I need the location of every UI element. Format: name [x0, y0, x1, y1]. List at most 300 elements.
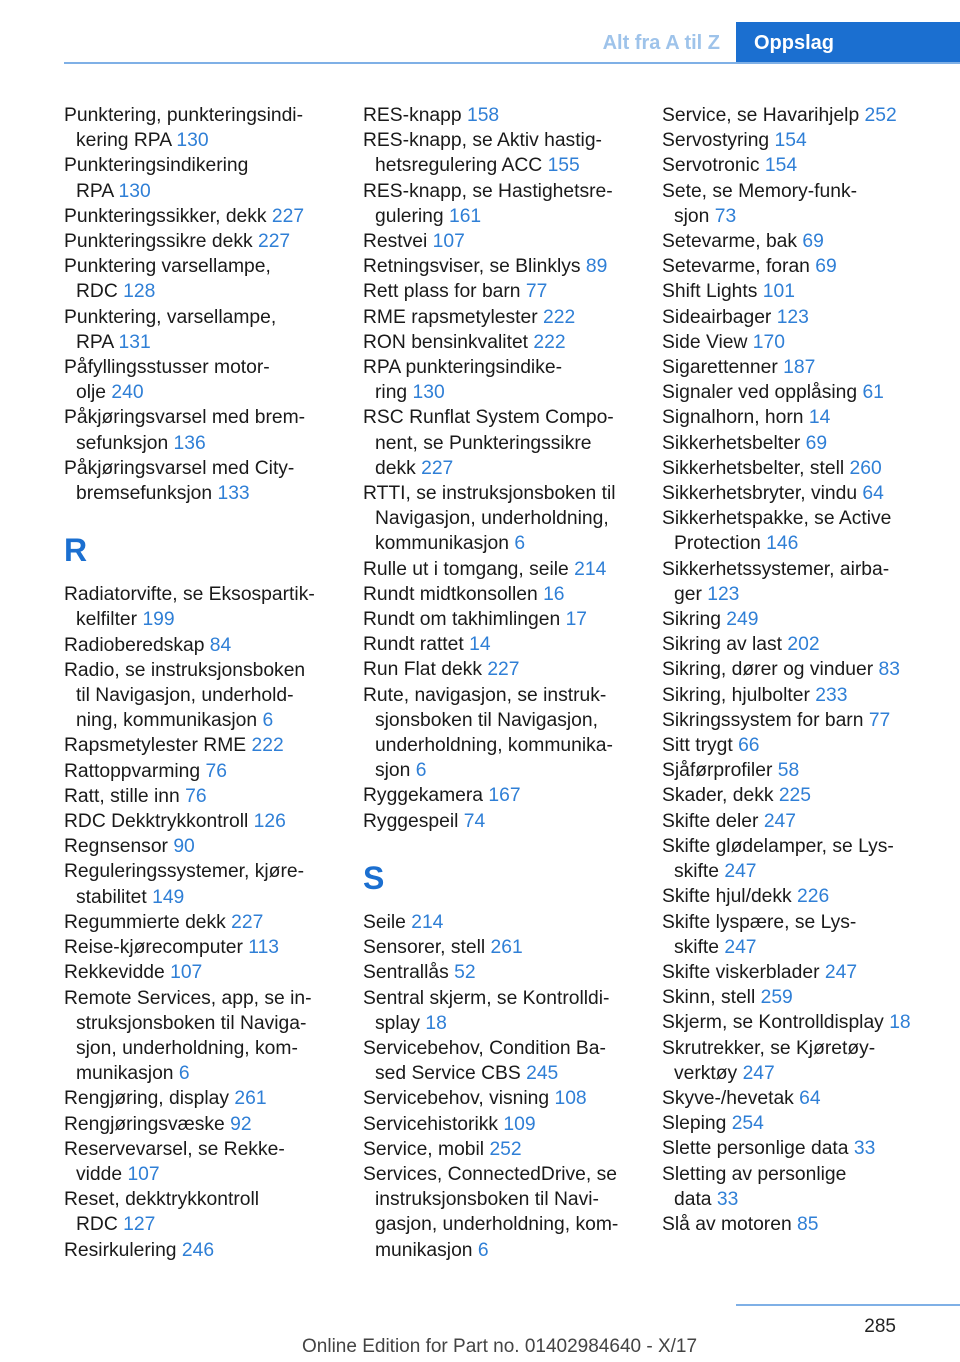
page-reference-link[interactable]: 61 — [862, 382, 884, 404]
entry-text: Rengjøringsvæske — [64, 1113, 231, 1135]
entry-text: Rett plass for barn — [363, 281, 526, 303]
entry-text: Sentrallås — [363, 962, 455, 984]
entry-text: Radio, se instruksjonsboken — [64, 659, 306, 681]
page-reference-link[interactable]: 77 — [525, 281, 548, 303]
entry-text: Resirkulering — [64, 1239, 182, 1261]
page-reference-link[interactable]: 254 — [731, 1113, 764, 1135]
page-reference-link[interactable]: 227 — [257, 231, 291, 253]
index-column-2 — [363, 103, 645, 1263]
entry-text: Sikringssystem for barn — [662, 709, 869, 731]
index-entry — [662, 708, 944, 733]
index-entry — [64, 204, 346, 229]
index-entry — [64, 582, 346, 632]
page-reference-link[interactable]: 214 — [411, 911, 444, 933]
page-reference-link[interactable]: 233 — [815, 684, 848, 706]
entry-text: Reise-kjørecomputer — [64, 937, 249, 959]
page-reference-link[interactable]: 33 — [853, 1138, 876, 1160]
entry-text: kelfilter — [76, 609, 143, 631]
entry-text: munikasjon — [76, 1063, 179, 1085]
page-reference-link[interactable]: 76 — [185, 785, 207, 807]
entry-text: sjon, underholdning, kom- — [76, 1037, 298, 1059]
index-entry — [64, 834, 346, 859]
index-entry — [363, 128, 645, 178]
page-reference-link[interactable]: 69 — [802, 231, 824, 253]
index-entry — [363, 683, 645, 784]
entry-text: Sjåførprofiler — [662, 760, 778, 782]
page-reference-link[interactable]: 6 — [477, 1239, 489, 1261]
entry-text: sefunksjon — [76, 432, 174, 454]
page-reference-link[interactable]: 240 — [111, 382, 144, 404]
page-reference-link[interactable]: 64 — [799, 1087, 821, 1109]
entry-text: Service, se Havarihjelp — [662, 105, 865, 126]
entry-text: kering RPA — [76, 130, 177, 152]
entry-text: Protection — [674, 533, 767, 555]
index-entry — [662, 179, 944, 229]
page-reference-link[interactable]: 227 — [271, 205, 305, 227]
entry-text: vidde — [76, 1163, 128, 1185]
page-reference-link[interactable]: 76 — [205, 760, 227, 782]
entry-text: Sleping — [662, 1113, 732, 1135]
entry-text: Skifte deler — [662, 810, 764, 832]
page-reference-link[interactable]: 127 — [123, 1214, 156, 1236]
index-entry — [662, 1136, 944, 1161]
entry-text: sjon — [674, 205, 715, 227]
index-entry — [662, 279, 944, 304]
entry-text: Sentral skjerm, se Kontrolldi- — [363, 987, 610, 1009]
page-reference-link[interactable]: 247 — [724, 861, 757, 883]
entry-text: Servicehistorikk — [363, 1113, 504, 1135]
entry-text: instruksjonsboken til Navi- — [375, 1189, 599, 1211]
entry-text: ring — [375, 382, 413, 404]
entry-text: verktøy — [674, 1062, 743, 1084]
entry-text: Setevarme, foran — [662, 256, 816, 278]
entry-text: nent, se Punkteringssikre — [375, 432, 592, 454]
index-entry — [662, 254, 944, 279]
page-header — [0, 0, 960, 64]
page-reference-link[interactable]: 107 — [170, 962, 203, 984]
entry-text: Sikkerhetspakke, se Active — [662, 508, 892, 530]
page-reference-link[interactable]: 245 — [526, 1063, 559, 1085]
entry-text: skifte — [674, 861, 725, 883]
entry-text: ger — [674, 583, 708, 605]
entry-text: bremsefunksjon — [76, 483, 218, 505]
index-entry — [363, 986, 645, 1036]
index-entry — [662, 657, 944, 682]
index-entry — [363, 229, 645, 254]
entry-text: RON bensinkvalitet — [363, 331, 534, 353]
page-reference-link[interactable]: 261 — [234, 1088, 267, 1110]
page-reference-link[interactable]: 131 — [118, 331, 151, 353]
index-entry — [64, 910, 346, 935]
page-reference-link[interactable]: 6 — [514, 533, 526, 555]
entry-text: Ryggespeil — [363, 810, 464, 832]
entry-text: RES-knapp, se Aktiv hastig- — [363, 130, 602, 152]
page-reference-link[interactable]: 108 — [554, 1088, 587, 1110]
entry-text: sjon — [375, 760, 416, 782]
entry-text: Setevarme, bak — [662, 231, 803, 253]
entry-text: RDC — [76, 281, 124, 303]
index-entry — [64, 935, 346, 960]
page-reference-link[interactable]: 58 — [777, 760, 800, 782]
entry-text: Punktering, varsellampe, — [64, 306, 277, 328]
entry-text: Radioberedskap — [64, 634, 210, 656]
entry-text: Sikkerhetssystemer, airba- — [662, 558, 890, 580]
entry-text: ning, kommunikasjon — [76, 710, 263, 732]
page-reference-link[interactable]: 202 — [787, 634, 820, 656]
page-reference-link[interactable]: 199 — [142, 609, 175, 631]
index-entry — [662, 1162, 944, 1212]
entry-text: Sensorer, stell — [363, 937, 491, 959]
index-entry — [662, 380, 944, 405]
page-number: 285 — [864, 1316, 896, 1337]
chapter-title: Alt fra A til Z — [602, 32, 720, 54]
entry-text: Påfyllingsstusser motor- — [64, 357, 270, 379]
entry-text: Skyve-/hevetak — [662, 1087, 800, 1109]
entry-text: Reservevarsel, se Rekke- — [64, 1138, 285, 1160]
entry-text: sjonsboken til Navigasjon, — [375, 709, 598, 731]
index-entry — [64, 986, 346, 1087]
entry-text: Rundt om takhimlingen — [363, 609, 566, 631]
page-reference-link[interactable]: 252 — [489, 1138, 522, 1160]
entry-text: Punktering varsellampe, — [64, 256, 271, 278]
entry-text: Skifte viskerblader — [662, 961, 825, 983]
page-reference-link[interactable]: 6 — [178, 1063, 190, 1085]
page-reference-link[interactable]: 123 — [776, 306, 809, 328]
entry-text: kommunikasjon — [375, 533, 515, 555]
page-reference-link[interactable]: 158 — [466, 105, 500, 126]
index-letter-heading: R — [64, 532, 88, 569]
entry-text: Regnsensor — [64, 836, 174, 858]
entry-text: Påkjøringsvarsel med brem- — [64, 407, 306, 429]
entry-text: Skifte glødelamper, se Lys- — [662, 835, 894, 857]
entry-text: dekk — [375, 457, 422, 479]
entry-text: Run Flat dekk — [363, 659, 488, 681]
index-entry — [662, 910, 944, 960]
page-reference-link[interactable]: 187 — [783, 357, 816, 379]
page-reference-link[interactable]: 52 — [454, 962, 476, 984]
page-reference-link[interactable]: 128 — [123, 281, 156, 303]
entry-text: RES-knapp, se Hastighetsre- — [363, 180, 613, 202]
index-entry — [662, 834, 944, 884]
page-reference-link[interactable]: 17 — [565, 609, 588, 631]
index-entry — [363, 1112, 645, 1137]
page-reference-link[interactable]: 92 — [230, 1113, 252, 1135]
entry-text: skifte — [674, 936, 725, 958]
entry-text: Side View — [662, 331, 753, 353]
page-reference-link[interactable]: 107 — [127, 1163, 160, 1185]
page-reference-link[interactable]: 155 — [547, 155, 580, 177]
page-reference-link[interactable]: 89 — [585, 256, 608, 278]
index-entry — [662, 431, 944, 456]
page-reference-link[interactable]: 222 — [533, 331, 566, 353]
entry-text: Retningsviser, se Blinklys — [363, 256, 586, 278]
index-entry — [64, 153, 346, 203]
page-reference-link[interactable]: 214 — [574, 558, 607, 580]
page-reference-link[interactable]: 222 — [251, 735, 284, 757]
page-reference-link[interactable]: 130 — [412, 382, 445, 404]
entry-text: Seile — [363, 911, 412, 933]
page-reference-link[interactable]: 133 — [217, 483, 250, 505]
page-reference-link[interactable]: 247 — [763, 810, 796, 832]
page-reference-link[interactable]: 33 — [716, 1188, 739, 1210]
page-reference-link[interactable]: 130 — [176, 130, 209, 152]
page-reference-link[interactable]: 130 — [118, 180, 151, 202]
index-letter-heading: S — [363, 859, 385, 896]
page-reference-link[interactable]: 107 — [432, 231, 465, 253]
entry-text: Sideairbager — [662, 306, 777, 328]
entry-text: olje — [76, 382, 112, 404]
entry-text: Rulle ut i tomgang, seile — [363, 558, 575, 580]
page-reference-link[interactable]: 85 — [797, 1213, 819, 1235]
index-entry — [363, 481, 645, 557]
page-reference-link[interactable]: 247 — [824, 961, 858, 983]
index-entry — [662, 1212, 944, 1237]
edition-note: Online Edition for Part no. 01402984640 - X/17 — [302, 1336, 698, 1357]
index-entry — [64, 859, 346, 909]
entry-text: Sikring, dører og vinduer — [662, 659, 879, 681]
entry-text: Rengjøring, display — [64, 1088, 235, 1110]
entry-text: Ryggekamera — [363, 785, 489, 807]
index-entry — [363, 355, 645, 405]
index-entry — [662, 103, 944, 128]
index-entry — [662, 809, 944, 834]
entry-text: Sete, se Memory-funk- — [662, 180, 858, 202]
entry-text: Sikring — [662, 609, 727, 631]
page-reference-link[interactable]: 247 — [724, 936, 757, 958]
index-entry — [662, 1010, 944, 1035]
page-reference-link[interactable]: 66 — [738, 735, 760, 757]
page-reference-link[interactable]: 69 — [815, 256, 837, 278]
page-reference-link[interactable]: 154 — [774, 130, 807, 152]
entry-text: data — [674, 1188, 717, 1210]
entry-text: Rekkevidde — [64, 962, 171, 984]
index-entry — [64, 1187, 346, 1237]
index-entry — [662, 128, 944, 153]
entry-text: Remote Services, app, se in- — [64, 987, 312, 1009]
entry-text: Skrutrekker, se Kjøretøy- — [662, 1037, 876, 1059]
page-reference-link[interactable]: 18 — [889, 1012, 911, 1034]
index-entry — [363, 254, 645, 279]
page-reference-link[interactable]: 69 — [805, 432, 828, 454]
index-entry — [363, 279, 645, 304]
entry-text: splay — [375, 1012, 426, 1034]
entry-text: Ratt, stille inn — [64, 785, 186, 807]
index-entry — [363, 1137, 645, 1162]
page-reference-link[interactable]: 90 — [173, 836, 195, 858]
page-reference-link[interactable]: 126 — [253, 811, 286, 833]
index-entry — [64, 809, 346, 834]
page-reference-link[interactable]: 227 — [231, 911, 264, 933]
page-reference-link[interactable]: 227 — [421, 457, 454, 479]
entry-text: Reset, dekktrykkontroll — [64, 1189, 260, 1211]
entry-text: RSC Runflat System Compo- — [363, 407, 614, 429]
index-entry — [662, 153, 944, 178]
index-entry — [363, 783, 645, 808]
index-entry — [662, 1036, 944, 1086]
entry-text: Slå av motoren — [662, 1213, 798, 1235]
entry-text: Rattoppvarming — [64, 760, 206, 782]
entry-text: Navigasjon, underholdning, — [375, 508, 609, 530]
index-entry — [662, 355, 944, 380]
index-entry — [363, 1036, 645, 1086]
page-reference-link[interactable]: 74 — [463, 810, 486, 832]
entry-text: Punkteringssikre dekk — [64, 231, 258, 253]
page-reference-link[interactable]: 249 — [726, 609, 759, 631]
page-reference-link[interactable]: 261 — [490, 937, 523, 959]
page-reference-link[interactable]: 77 — [868, 709, 891, 731]
entry-text: Services, ConnectedDrive, se — [363, 1163, 617, 1185]
entry-text: RPA punkteringsindike- — [363, 357, 562, 379]
index-column-3 — [662, 103, 944, 1237]
entry-text: gulering — [375, 205, 449, 227]
entry-text: underholdning, kommunika- — [375, 735, 613, 757]
entry-text: Sletting av personlige — [662, 1163, 847, 1185]
entry-text: Punktering, punkteringsindi- — [64, 105, 304, 126]
entry-text: Regummierte dekk — [64, 911, 232, 933]
page-reference-link[interactable]: 227 — [487, 659, 520, 681]
index-entry — [662, 305, 944, 330]
page-reference-link[interactable]: 64 — [862, 483, 884, 505]
entry-text: Punkteringsindikering — [64, 155, 249, 177]
index-entry — [363, 1086, 645, 1111]
entry-text: sed Service CBS — [375, 1063, 527, 1085]
index-entry — [363, 607, 645, 632]
entry-text: Servicebehov, visning — [363, 1088, 555, 1110]
index-entry — [662, 229, 944, 254]
entry-text: Sikkerhetsbryter, vindu — [662, 483, 863, 505]
index-entry — [64, 960, 346, 985]
entry-text: Rundt midtkonsollen — [363, 583, 544, 605]
entry-text: Slette personlige data — [662, 1138, 854, 1160]
index-entry — [363, 179, 645, 229]
page-reference-link[interactable]: 247 — [742, 1062, 775, 1084]
entry-text: Signalhorn, horn — [662, 407, 809, 429]
entry-text: Punkteringssikker, dekk — [64, 205, 272, 227]
index-entry — [64, 405, 346, 455]
page-reference-link[interactable]: 6 — [262, 710, 274, 732]
page-reference-link[interactable]: 84 — [209, 634, 232, 656]
entry-text: Sikring, hjulbolter — [662, 684, 816, 706]
entry-text: til Navigasjon, underhold- — [76, 685, 294, 707]
entry-text: RPA — [76, 180, 119, 202]
index-entry — [662, 733, 944, 758]
page-reference-link[interactable]: 146 — [766, 533, 799, 555]
entry-text: Restvei — [363, 231, 433, 253]
index-entry — [662, 1111, 944, 1136]
entry-text: munikasjon — [375, 1239, 478, 1261]
page-reference-link[interactable]: 136 — [173, 432, 206, 454]
entry-text: Sitt trygt — [662, 735, 739, 757]
page-reference-link[interactable]: 167 — [488, 785, 521, 807]
page-reference-link[interactable]: 260 — [849, 457, 882, 479]
index-column-1 — [64, 103, 346, 1263]
index-entry — [64, 1137, 346, 1187]
index-entry — [662, 330, 944, 355]
index-entry — [662, 683, 944, 708]
index-entry — [64, 1086, 346, 1111]
index-entry — [363, 557, 645, 582]
page-reference-link[interactable]: 170 — [752, 331, 785, 353]
entry-text: Signaler ved opplåsing — [662, 382, 863, 404]
page-reference-link[interactable]: 73 — [714, 205, 737, 227]
entry-text: Sikring av last — [662, 634, 788, 656]
page-reference-link[interactable]: 222 — [543, 306, 576, 328]
entry-text: Påkjøringsvarsel med City- — [64, 457, 295, 479]
page-reference-link[interactable]: 123 — [707, 583, 740, 605]
entry-text: Sikkerhetsbelter — [662, 432, 806, 454]
entry-text: Rapsmetylester RME — [64, 735, 252, 757]
entry-text: RME rapsmetylester — [363, 306, 543, 328]
index-entry — [64, 1112, 346, 1137]
page-reference-link[interactable]: 14 — [808, 407, 831, 429]
entry-text: Service, mobil — [363, 1138, 490, 1160]
page-reference-link[interactable]: 109 — [503, 1113, 536, 1135]
index-entry — [64, 456, 346, 506]
entry-text: Skinn, stell — [662, 987, 761, 1009]
page-reference-link[interactable]: 18 — [425, 1012, 447, 1034]
entry-text: Shift Lights — [662, 281, 763, 303]
header-divider — [64, 62, 960, 64]
index-entry — [64, 355, 346, 405]
index-entry — [662, 758, 944, 783]
entry-text: struksjonsboken til Naviga- — [76, 1012, 307, 1034]
index-entry — [363, 935, 645, 960]
entry-text: Sigarettenner — [662, 357, 784, 379]
index-entry — [64, 1238, 346, 1263]
index-entry — [363, 582, 645, 607]
entry-text: Servicebehov, Condition Ba- — [363, 1037, 606, 1059]
page-reference-link[interactable]: 101 — [762, 281, 795, 303]
index-entry — [64, 733, 346, 758]
entry-text: RDC — [76, 1214, 124, 1236]
index-entry — [662, 884, 944, 909]
index-entry — [363, 305, 645, 330]
index-entry — [64, 254, 346, 304]
index-entry — [64, 229, 346, 254]
section-tab: Oppslag — [736, 22, 960, 64]
index-entry — [662, 960, 944, 985]
page-reference-link[interactable]: 16 — [543, 583, 565, 605]
index-entry — [662, 481, 944, 506]
page-reference-link[interactable]: 161 — [448, 205, 482, 227]
entry-text: Rute, navigasjon, se instruk- — [363, 684, 607, 706]
page-reference-link[interactable]: 83 — [878, 659, 900, 681]
page-reference-link[interactable]: 252 — [864, 105, 897, 126]
index-entry — [363, 632, 645, 657]
entry-text: RTTI, se instruksjonsboken til — [363, 483, 616, 505]
page-reference-link[interactable]: 113 — [248, 937, 280, 959]
entry-text: Reguleringssystemer, kjøre- — [64, 861, 305, 883]
index-entry — [662, 405, 944, 430]
index-entry — [363, 960, 645, 985]
entry-text: Skader, dekk — [662, 785, 779, 807]
page-reference-link[interactable]: 14 — [469, 634, 491, 656]
index-entry — [64, 103, 346, 153]
index-entry — [64, 658, 346, 734]
index-entry — [662, 506, 944, 556]
index-entry — [64, 784, 346, 809]
page-reference-link[interactable]: 246 — [181, 1239, 215, 1261]
page-reference-link[interactable]: 226 — [797, 886, 830, 908]
page-reference-link[interactable]: 154 — [764, 155, 798, 177]
index-entry — [363, 910, 645, 935]
page-reference-link[interactable]: 225 — [778, 785, 811, 807]
page-reference-link[interactable]: 149 — [152, 886, 185, 908]
entry-text: hetsregulering ACC — [375, 155, 548, 177]
page-reference-link[interactable]: 259 — [760, 987, 793, 1009]
index-entry — [363, 330, 645, 355]
page-reference-link[interactable]: 6 — [415, 760, 427, 782]
